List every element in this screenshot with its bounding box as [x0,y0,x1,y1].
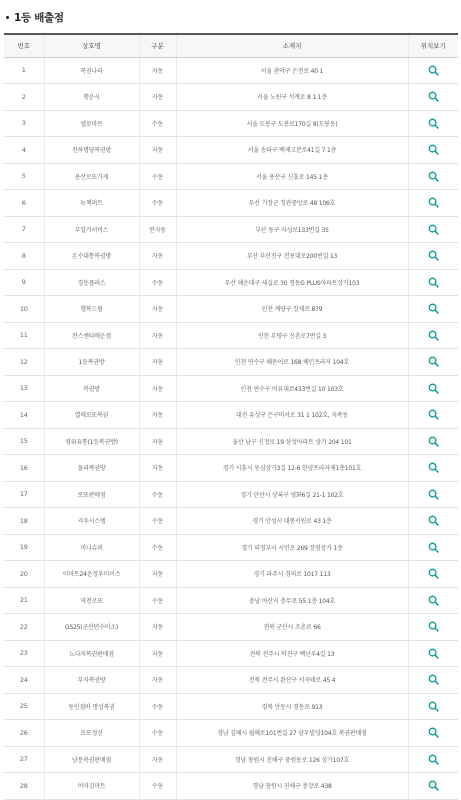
cell-type: 수동 [139,534,176,561]
cell-address: 서울 관악구 은천로 40 1 [176,57,408,84]
table-row [4,163,458,190]
cell-address: 서울 용산구 신흥로 145 1층 [176,163,408,190]
cell-no: 19 [19,543,28,552]
cell-no: 9 [21,278,26,287]
cell-no: 25 [19,702,28,711]
cell-store-name: 영위유통(1등복권방) [44,428,139,455]
cell-store-name: 역전로또 [44,587,139,614]
cell-type: 자동 [139,561,176,588]
bullet-icon [6,16,9,19]
cell-map [408,587,458,614]
cell-store-name: 경동플러스 [44,269,139,296]
search-icon[interactable] [428,727,439,738]
cell-address: 인천 연수구 해돋이로 168 해인프라자 104호 [176,349,408,376]
cell-address: 경남 김해시 월해로101번길 27 삼우빌딩104호 복권판매점 [176,720,408,747]
cell-map [408,667,458,694]
cell-no: 14 [19,410,28,419]
search-icon[interactable] [428,409,439,420]
cell-type: 수동 [139,190,176,217]
table-row [4,110,458,137]
cell-type: 자동 [139,428,176,455]
cell-map [408,402,458,429]
cell-store-name: 뉴책퍼트 [44,190,139,217]
cell-type: 수동 [139,481,176,508]
table-row [4,375,458,402]
cell-no: 5 [21,172,26,181]
cell-store-name: 이마김마트 [44,773,139,800]
table-row [4,269,458,296]
cell-address: 경기 의정부시 시민로 269 장령상가 1층 [176,534,408,561]
cell-no: 7 [21,225,26,234]
cell-type: 수동 [139,587,176,614]
cell-map [408,322,458,349]
cell-map [408,508,458,535]
section-title [6,9,64,25]
cell-store-name: 돌리복권방 [44,455,139,482]
header-type: 구분 [139,34,176,57]
cell-map [408,190,458,217]
search-icon[interactable] [428,674,439,685]
cell-store-name: 부자복권방 [44,667,139,694]
search-icon[interactable] [428,303,439,314]
table-row [4,455,458,482]
cell-type: 자동 [139,375,176,402]
cell-map [408,455,458,482]
cell-no: 4 [21,145,26,154]
cell-map [408,216,458,243]
cell-store-name: 복권나라 [44,57,139,84]
cell-address: 경남 창원시 진해구 중원동로 126 상가107호 [176,746,408,773]
cell-map [408,428,458,455]
cell-address: 부산 동구 자성로133번길 35 [176,216,408,243]
table-row [4,667,458,694]
search-icon[interactable] [428,277,439,288]
cell-type: 수동 [139,269,176,296]
cell-address: 경기 시흥시 동심상가3길 12-6 한양프라자제1층101호 [176,455,408,482]
table-row [4,534,458,561]
table-row [4,322,458,349]
winning-stores-table [4,33,458,800]
cell-type: 수동 [139,110,176,137]
cell-type: 자동 [139,667,176,694]
cell-no: 26 [19,728,28,737]
table-header-row [4,34,458,57]
cell-store-name: 천하명당복권방 [44,137,139,164]
cell-address: 부산 해운대구 세실로 30 경동G PLUS아파트상가103 [176,269,408,296]
cell-address: 경기 안산시 상록구 영화6길 21-1 102호 [176,481,408,508]
cell-map [408,84,458,111]
cell-no: 20 [19,569,28,578]
cell-store-name: 1등복권방 [44,349,139,376]
cell-no: 8 [21,251,26,260]
table-row [4,640,458,667]
cell-address: 서울 노원구 석계로 8 1 1층 [176,84,408,111]
search-icon[interactable] [428,356,439,367]
cell-address: 전북 전주시 덕진구 백난우4길 13 [176,640,408,667]
cell-map [408,720,458,747]
table-row [4,773,458,800]
cell-type: 자동 [139,84,176,111]
table-row [4,349,458,376]
cell-store-name: 행운시 [44,84,139,111]
table-row [4,137,458,164]
cell-map [408,57,458,84]
table-row [4,84,458,111]
cell-map [408,243,458,270]
search-icon[interactable] [428,171,439,182]
cell-map [408,773,458,800]
cell-type: 자동 [139,402,176,429]
cell-no: 17 [19,490,28,499]
cell-store-name: 부일카서비스 [44,216,139,243]
header-map: 위치보기 [408,34,458,57]
cell-type: 자동 [139,137,176,164]
header-address: 소재지 [176,34,408,57]
cell-map [408,110,458,137]
cell-address: 경기 안성시 대봉서원로 43 1층 [176,508,408,535]
cell-address: 인천 부평구 신촌로7번길 3 [176,322,408,349]
cell-store-name: 남문복권판매점 [44,746,139,773]
cell-store-name: 온수대통복권방 [44,243,139,270]
cell-type: 자동 [139,746,176,773]
cell-store-name: 행복드림 [44,296,139,323]
cell-map [408,137,458,164]
cell-type: 수동 [139,693,176,720]
cell-map [408,163,458,190]
cell-no: 16 [19,463,28,472]
search-icon[interactable] [428,330,439,341]
table-row [4,57,458,84]
header-no: 번호 [4,34,44,57]
table-row [4,561,458,588]
cell-store-name: 로또정신 [44,720,139,747]
table-row [4,402,458,429]
table-row [4,481,458,508]
cell-address: 인천 연수구 비류대로433번길 10 103호 [176,375,408,402]
table-row [4,216,458,243]
cell-address: 경북 안동시 경동로 913 [176,693,408,720]
cell-store-name: 앨로마트 [44,110,139,137]
cell-type: 수동 [139,720,176,747]
cell-address: 충남 아산시 충무로 55 1층 104호 [176,587,408,614]
table-row [4,508,458,535]
cell-store-name: 찬스센타매운점 [44,322,139,349]
header-name: 상호명 [44,34,139,57]
cell-type: 수동 [139,163,176,190]
search-icon[interactable] [428,250,439,261]
cell-no: 18 [19,516,28,525]
cell-no: 12 [19,357,28,366]
search-icon[interactable] [428,489,439,500]
cell-type: 수동 [139,508,176,535]
search-icon[interactable] [428,462,439,473]
cell-address: 부산 기장군 정관중앙로 48 106호 [176,190,408,217]
table-row [4,243,458,270]
table-row [4,296,458,323]
cell-type: 자동 [139,455,176,482]
cell-address: 서울 도봉구 도봉로170길 8(도봉동) [176,110,408,137]
cell-address: 경기 파주시 경의로 1017 113 [176,561,408,588]
search-icon[interactable] [428,568,439,579]
cell-store-name: 열매로또복권 [44,402,139,429]
cell-map [408,534,458,561]
search-icon[interactable] [428,118,439,129]
search-icon[interactable] [428,701,439,712]
cell-no: 11 [19,331,28,340]
cell-map [408,269,458,296]
search-icon[interactable] [428,224,439,235]
cell-type: 자동 [139,243,176,270]
cell-store-name: 지우시스템 [44,508,139,535]
cell-no: 2 [21,92,26,101]
search-icon[interactable] [428,595,439,606]
cell-address: 전북 군산시 조촌로 66 [176,614,408,641]
cell-store-name: 노다지복권판매점 [44,640,139,667]
table-row [4,587,458,614]
cell-map [408,375,458,402]
cell-no: 13 [19,384,28,393]
cell-type: 자동 [139,614,176,641]
search-icon[interactable] [428,436,439,447]
cell-store-name: 미니슈퍼 [44,534,139,561]
cell-map [408,561,458,588]
search-icon[interactable] [428,144,439,155]
search-icon[interactable] [428,197,439,208]
cell-map [408,296,458,323]
table-row [4,428,458,455]
cell-type: 자동 [139,57,176,84]
cell-map [408,614,458,641]
cell-store-name: 동인점바 명성복권 [44,693,139,720]
cell-address: 인천 계양구 장제로 879 [176,296,408,323]
search-icon[interactable] [428,542,439,553]
table-row [4,190,458,217]
search-icon[interactable] [428,515,439,526]
cell-map [408,481,458,508]
table-row [4,746,458,773]
cell-store-name: 로또판매점 [44,481,139,508]
cell-store-name: 이마트24운정우미이스 [44,561,139,588]
cell-address: 전북 전주시 완산구 서곡테로 45 4 [176,667,408,694]
cell-address: 서울 송파구 백제고분로41길 7 1층 [176,137,408,164]
cell-type: 자동 [139,640,176,667]
search-icon[interactable] [428,65,439,76]
cell-map [408,693,458,720]
table-body [4,57,458,799]
cell-no: 21 [19,596,28,605]
cell-no: 6 [21,198,26,207]
search-icon[interactable] [428,754,439,765]
cell-no: 24 [19,675,28,684]
cell-store-name: 복권방 [44,375,139,402]
cell-map [408,349,458,376]
cell-no: 23 [19,649,28,658]
cell-map [408,746,458,773]
cell-no: 10 [19,304,28,313]
cell-no: 15 [19,437,28,446]
cell-address: 경남 창원시 진해구 충장로 438 [176,773,408,800]
cell-no: 27 [19,755,28,764]
cell-type: 자동 [139,349,176,376]
search-icon[interactable] [428,383,439,394]
cell-no: 22 [19,622,28,631]
cell-address: 울산 남구 신정로 19 삼성아파트 상가 204 101 [176,428,408,455]
cell-address: 부산 부산진구 전포대로200번길 13 [176,243,408,270]
search-icon[interactable] [428,621,439,632]
search-icon[interactable] [428,91,439,102]
cell-map [408,640,458,667]
search-icon[interactable] [428,780,439,791]
cell-store-name: 용산로또가게 [44,163,139,190]
cell-no: 28 [19,781,28,790]
cell-type: 수동 [139,773,176,800]
cell-address: 대전 유성구 은구비서로 31 1 102호, 지족동 [176,402,408,429]
section-title-text: 1등 배출점 [14,11,64,24]
table-row [4,720,458,747]
cell-type: 자동 [139,296,176,323]
cell-store-name: GS25(군산연수미소) [44,614,139,641]
table-row [4,693,458,720]
cell-type: 반자동 [139,216,176,243]
cell-no: 1 [21,66,26,75]
cell-type: 자동 [139,322,176,349]
search-icon[interactable] [428,648,439,659]
table-row [4,614,458,641]
cell-no: 3 [21,119,26,128]
